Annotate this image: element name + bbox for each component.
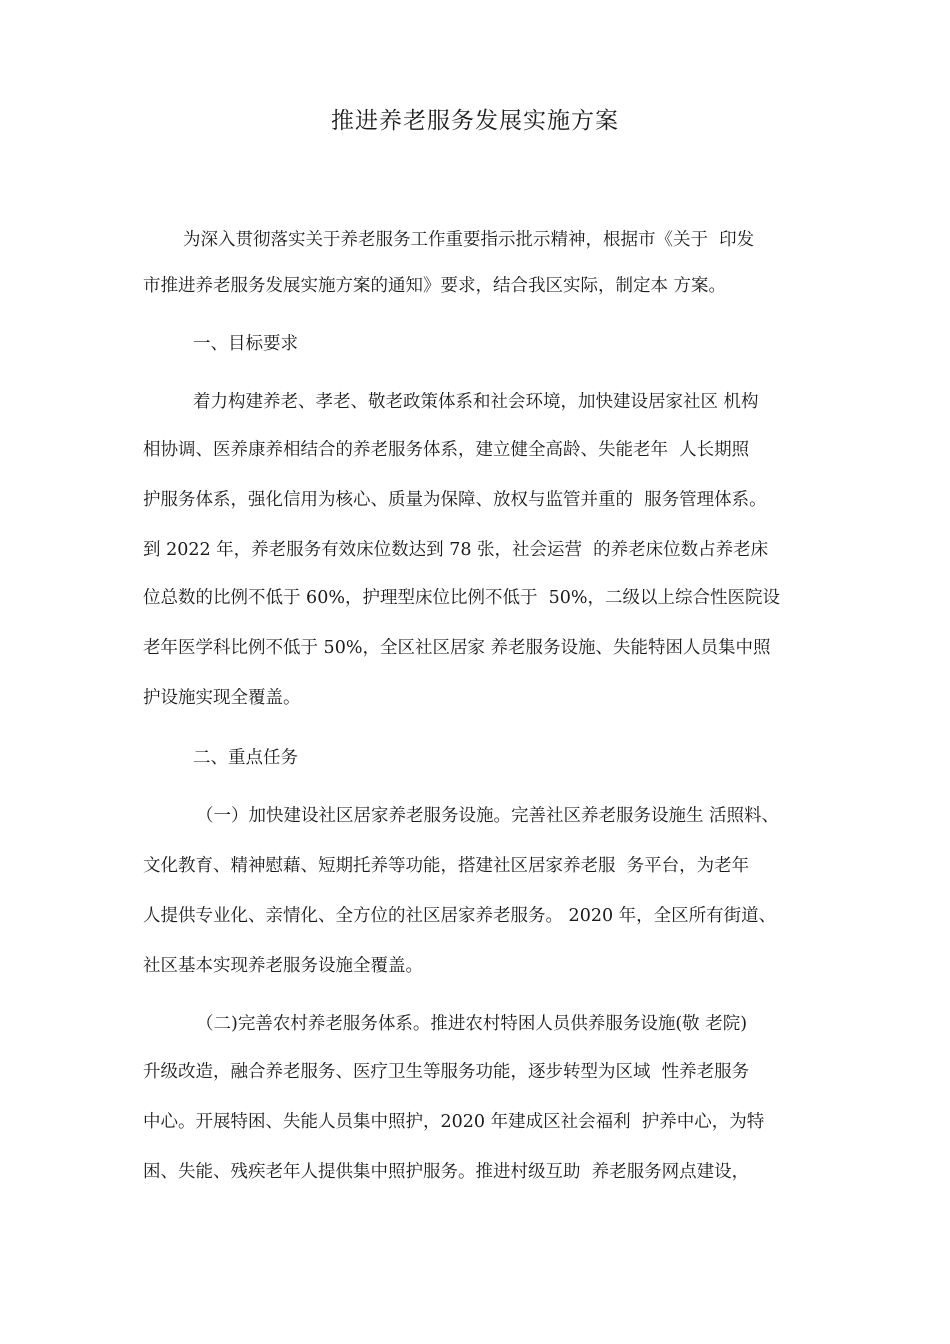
task1-line-4: 社区基本实现养老服务设施全覆盖。 bbox=[143, 956, 423, 976]
task1-line-2: 文化教育、精神慰藉、短期托养等功能，搭建社区居家养老服 务平台，为老年 bbox=[143, 856, 750, 876]
task2-line-3: 中心。开展特困、失能人员集中照护，2020 年建成区社会福利 护养中心，为特 bbox=[143, 1112, 765, 1132]
task1-line-1: （一）加快建设社区居家养老服务设施。完善社区养老服务设施生 活照料、 bbox=[196, 806, 780, 826]
goals-line-7: 护设施实现全覆盖。 bbox=[143, 688, 301, 708]
task2-line-2: 升级改造，融合养老服务、医疗卫生等服务功能，逐步转型为区域 性养老服务 bbox=[143, 1062, 750, 1082]
goals-line-2: 相协调、医养康养相结合的养老服务体系，建立健全高龄、失能老年 人长期照 bbox=[143, 440, 750, 460]
task2-line-1: （二)完善农村养老服务体系。推进农村特困人员供养服务设施(敬 老院) bbox=[196, 1014, 748, 1034]
goals-line-5: 位总数的比例不低于 60%，护理型床位比例不低于 50%，二级以上综合性医院设 bbox=[143, 588, 780, 608]
goals-line-3: 护服务体系，强化信用为核心、质量为保障、放权与监管并重的 服务管理体系。 bbox=[143, 490, 767, 510]
task2-line-4: 困、失能、残疾老年人提供集中照护服务。推进村级互助 养老服务网点建设， bbox=[143, 1162, 750, 1182]
goals-line-1: 着力构建养老、孝老、敬老政策体系和社会环境，加快建设居家社区 机构 bbox=[193, 392, 759, 412]
goals-line-4: 到 2022 年，养老服务有效床位数达到 78 张，社会运营 的养老床位数占养老床 bbox=[143, 540, 769, 560]
document-title: 推进养老服务发展实施方案 bbox=[331, 108, 619, 134]
intro-line-1: 为深入贯彻落实关于养老服务工作重要指示批示精神，根据市《关于 印发 bbox=[183, 230, 755, 250]
section-heading-goals: 一、目标要求 bbox=[193, 334, 298, 354]
intro-line-2: 市推进养老服务发展实施方案的通知》要求，结合我区实际，制定本 方案。 bbox=[143, 276, 727, 296]
task1-line-3: 人提供专业化、亲情化、全方位的社区居家养老服务。 2020 年，全区所有街道、 bbox=[143, 906, 777, 926]
goals-line-6: 老年医学科比例不低于 50%，全区社区居家 养老服务设施、失能特困人员集中照 bbox=[143, 638, 771, 658]
section-heading-tasks: 二、重点任务 bbox=[193, 748, 298, 768]
